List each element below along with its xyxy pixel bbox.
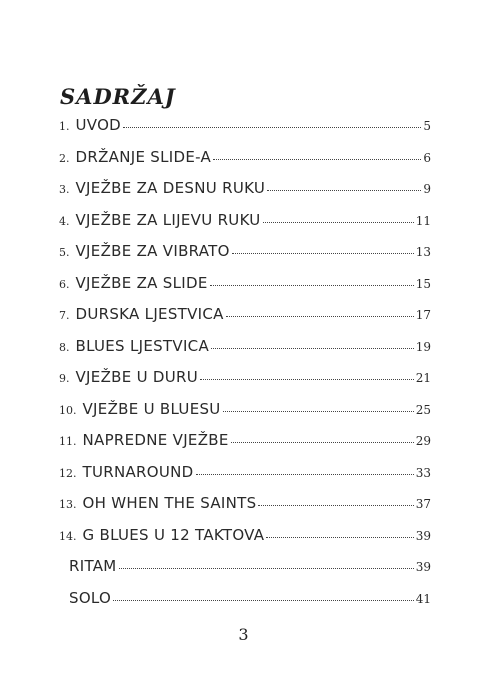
dot-leader	[213, 158, 421, 160]
entry-label: VJEŽBE ZA DESNU RUKU	[75, 179, 266, 197]
entry-number: 9.	[59, 372, 70, 385]
toc-entry	[59, 179, 431, 211]
entry-label: VJEŽBE ZA SLIDE	[75, 273, 208, 292]
entry-page: 15	[415, 276, 431, 291]
toc-entry	[59, 526, 431, 558]
dot-leader	[223, 410, 414, 412]
entry-page: 33	[415, 465, 431, 480]
entry-page: 17	[415, 308, 431, 322]
entry-label: BLUES LJESTVICA	[75, 336, 210, 355]
entry-label: NAPREDNE VJEŽBE	[82, 431, 229, 449]
entry-page: 39	[415, 560, 431, 574]
entry-number: 2.	[59, 151, 70, 165]
entry-number: 7.	[59, 309, 70, 322]
toc-title: SADRŽAJ	[60, 84, 176, 109]
dot-leader	[258, 504, 413, 506]
entry-page: 19	[415, 339, 431, 354]
entry-page: 13	[415, 245, 431, 259]
toc-entry	[59, 368, 431, 400]
entry-label: VJEŽBE U DURU	[75, 368, 199, 386]
entry-label: VJEŽBE ZA LIJEVU RUKU	[75, 210, 261, 229]
dot-leader	[226, 315, 414, 317]
dot-leader	[123, 126, 421, 128]
dot-leader	[231, 441, 414, 443]
toc-entry	[59, 211, 431, 243]
dot-leader	[119, 567, 414, 569]
toc-subentry	[59, 589, 431, 621]
entry-number: 10.	[59, 403, 77, 417]
dot-leader	[210, 284, 414, 286]
entry-number: 1.	[59, 120, 70, 133]
entry-label: VJEŽBE ZA VIBRATO	[75, 242, 230, 260]
dot-leader	[267, 189, 421, 191]
toc-entry	[59, 431, 431, 463]
entry-page: 25	[415, 402, 431, 417]
toc-entry	[59, 494, 431, 526]
entry-label: OH WHEN THE SAINTS	[82, 494, 257, 512]
toc-entry	[59, 274, 431, 306]
toc-entry	[59, 463, 431, 495]
entry-label: RITAM	[69, 557, 117, 575]
entry-page: 37	[415, 497, 431, 511]
dot-leader	[266, 536, 413, 538]
entry-number: 11.	[59, 435, 77, 448]
entry-page: 29	[415, 434, 431, 448]
entry-label: UVOD	[75, 116, 122, 134]
entry-number: 4.	[59, 214, 70, 228]
entry-page: 21	[415, 371, 431, 385]
page-number: 3	[238, 625, 249, 644]
entry-number: 13.	[59, 498, 77, 511]
entry-page: 39	[415, 528, 431, 543]
dot-leader	[232, 252, 414, 254]
toc-entry	[59, 337, 431, 369]
toc-entry	[59, 242, 431, 274]
dot-leader	[113, 599, 414, 601]
entry-label: VJEŽBE U BLUESU	[82, 399, 221, 418]
entry-page: 5	[423, 119, 431, 133]
entry-number: 5.	[59, 246, 70, 259]
dot-leader	[200, 378, 414, 380]
toc-entry	[59, 116, 431, 148]
entry-label: SOLO	[69, 588, 112, 607]
entry-page: 41	[415, 591, 431, 606]
dot-leader	[211, 347, 414, 349]
toc-entry	[59, 148, 431, 180]
entry-label: DRŽANJE SLIDE-A	[75, 147, 212, 166]
entry-label: DURSKA LJESTVICA	[75, 305, 224, 323]
toc-subentry	[59, 557, 431, 589]
entry-page: 9	[423, 182, 431, 196]
dot-leader	[263, 221, 414, 223]
entry-number: 12.	[59, 466, 77, 480]
toc-list	[59, 116, 431, 620]
dot-leader	[196, 473, 414, 475]
entry-page: 11	[415, 213, 431, 228]
entry-number: 3.	[59, 183, 70, 196]
entry-page: 6	[423, 150, 431, 165]
entry-number: 14.	[59, 529, 77, 543]
entry-number: 6.	[59, 277, 70, 291]
toc-entry	[59, 400, 431, 432]
entry-number: 8.	[59, 340, 70, 354]
entry-label: TURNAROUND	[82, 462, 194, 481]
toc-entry	[59, 305, 431, 337]
entry-label: G BLUES U 12 TAKTOVA	[82, 525, 265, 544]
